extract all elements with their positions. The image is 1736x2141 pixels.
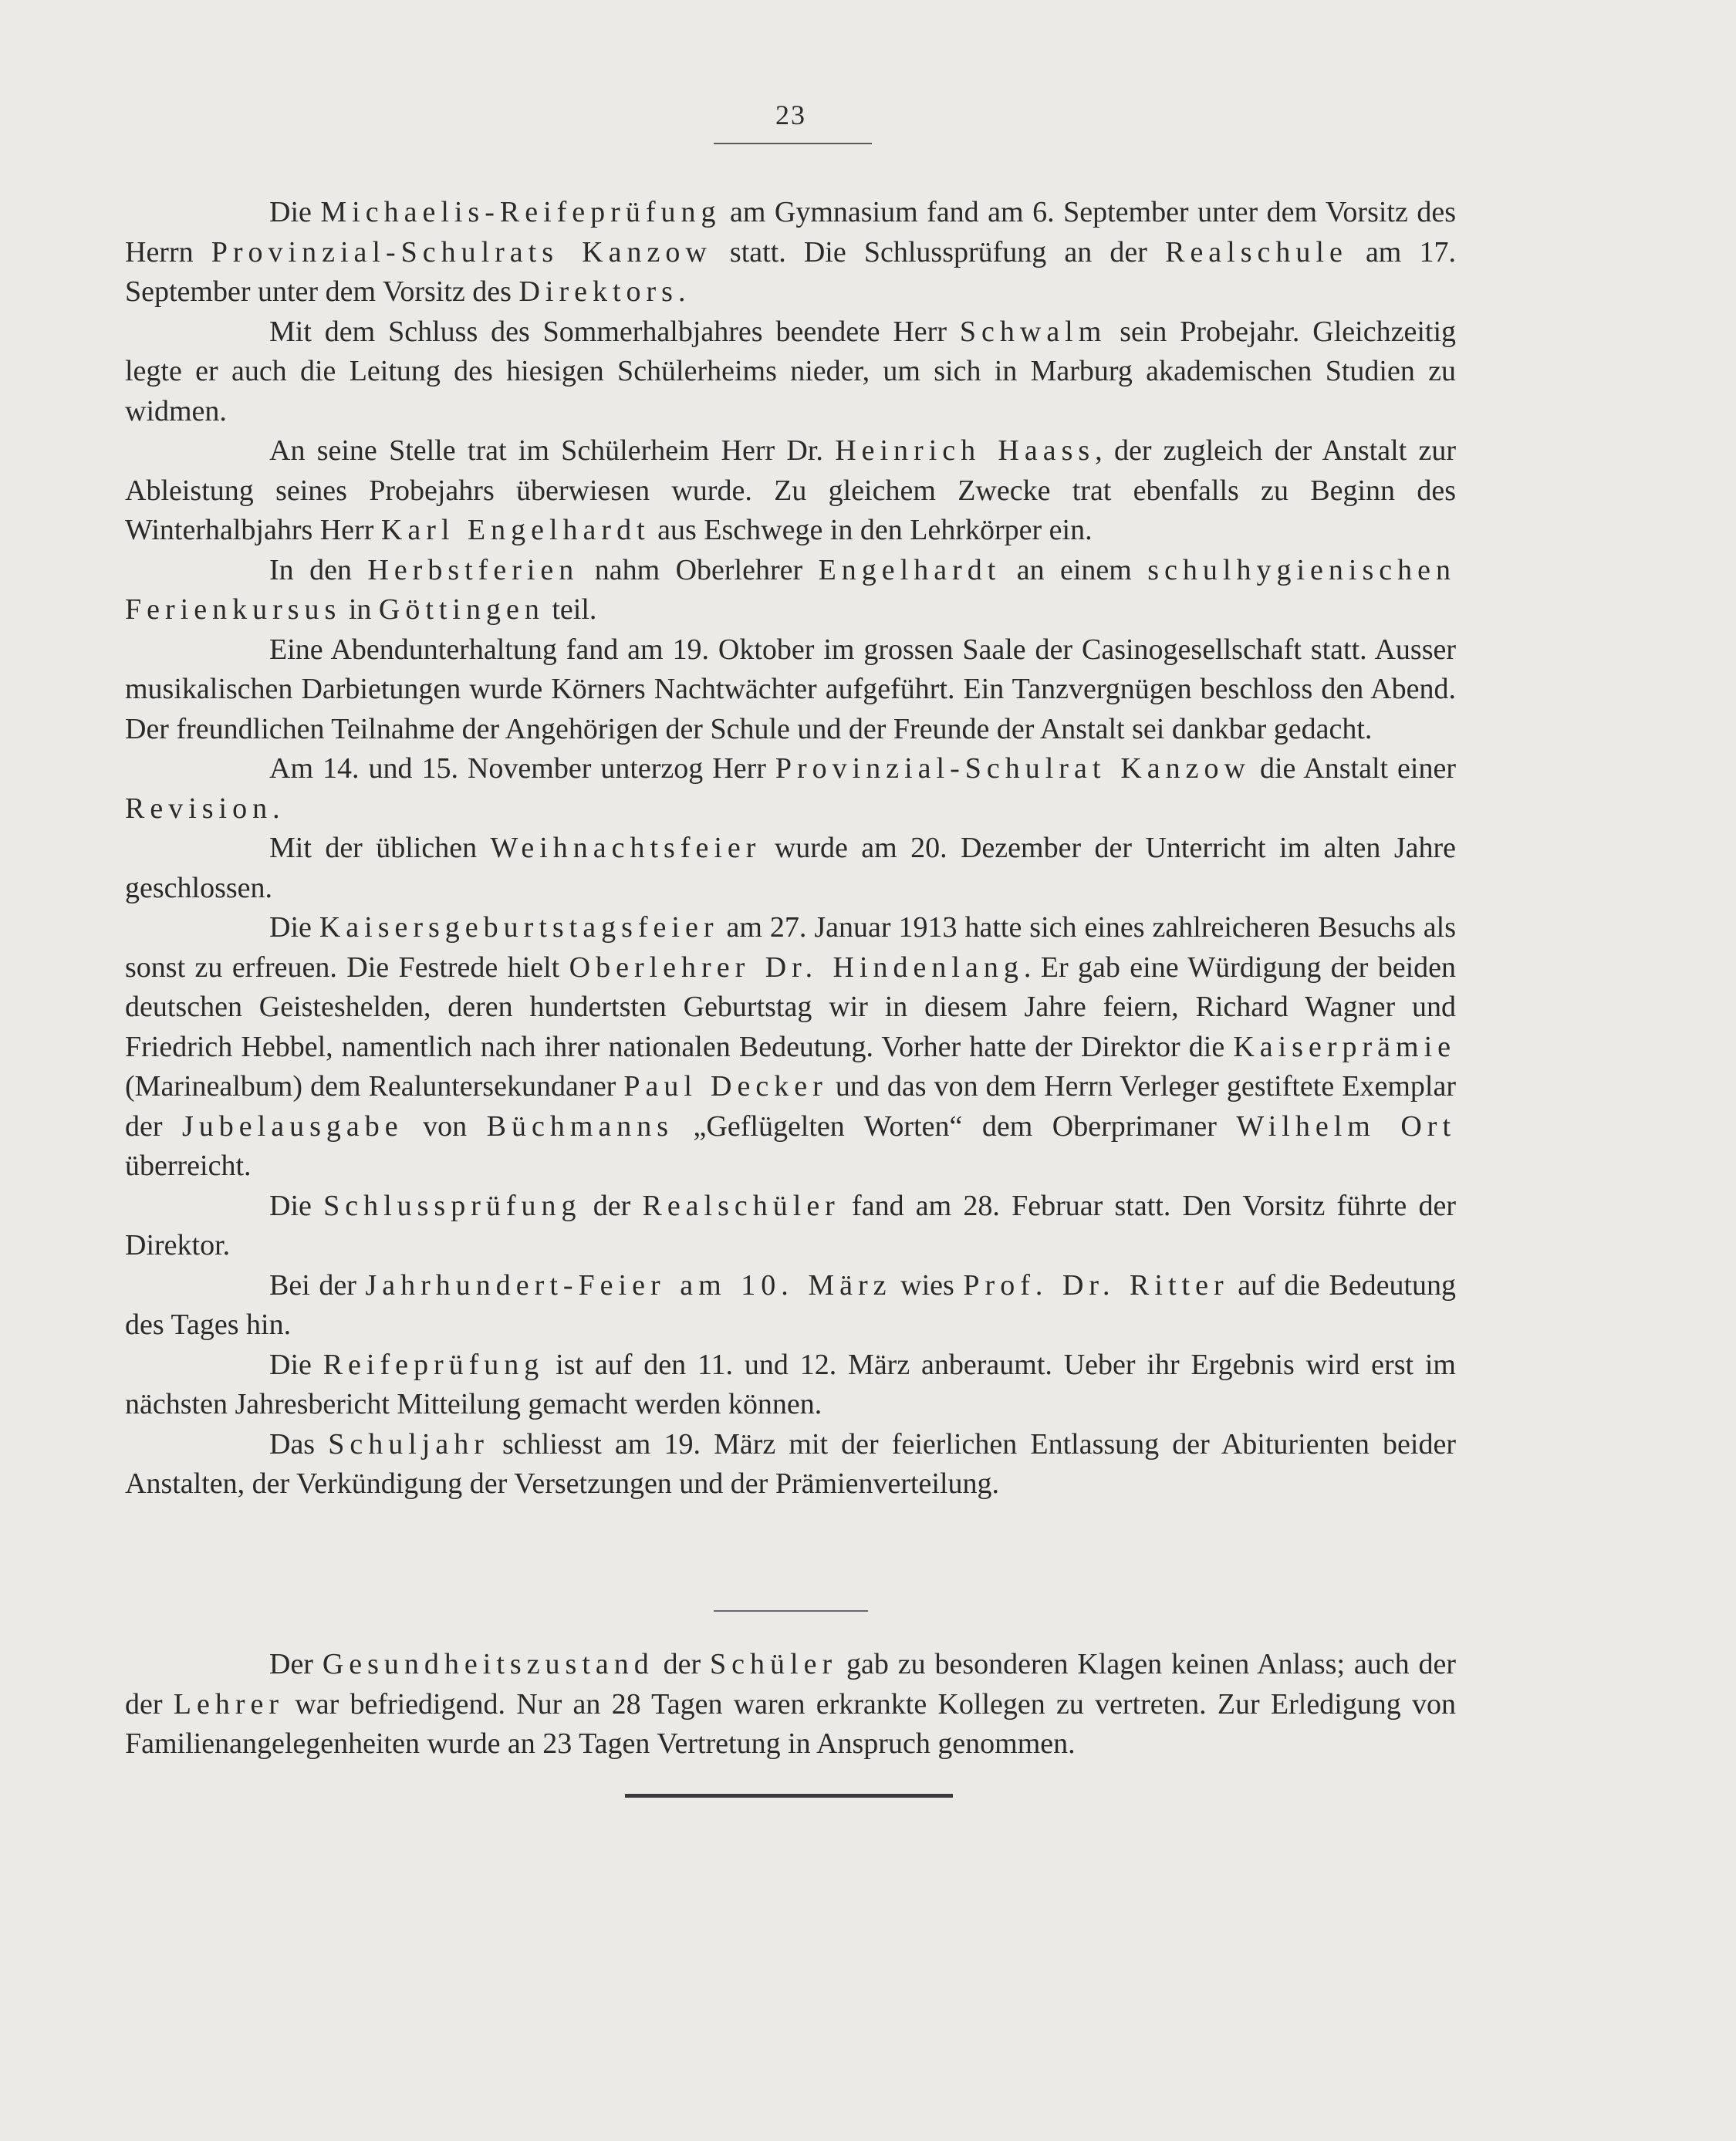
spaced-emphasis: Lehrer: [173, 1687, 285, 1721]
spaced-emphasis: Herbstferien: [367, 553, 579, 586]
text-run: , der zugleich der Anstalt zur Ableistung seines Probejahrs überwiesen wurde. Zu gleichem Zwecke trat ebenfalls zu Beginn des Winterhalbjahrs Herr: [125, 434, 1456, 546]
spaced-emphasis: Oberlehrer Dr. Hindenlang: [569, 951, 1024, 984]
paragraph-kaisersgeburtstag: [125, 908, 1456, 1187]
text-run: überreicht.: [125, 1150, 252, 1182]
text-run: sein Probejahr. Gleichzeitig legte er auch die Leitung des hiesigen Schülerheims nieder, um sich in Marburg akademischen Studien zu widmen.: [125, 315, 1457, 427]
text-run: und das von dem Herrn Verleger gestiftete Exemplar der: [125, 1070, 1456, 1143]
text-run: Der: [269, 1648, 323, 1680]
text-run: Die: [269, 1348, 323, 1381]
paragraph-schuljahr: [125, 1425, 1456, 1504]
text-run: an einem: [1001, 553, 1148, 586]
text-run: schliesst am 19. März mit der feierlichen Entlassung der Abiturienten beider Anstalten, der Verkündigung der Versetzungen und der Prämienverteilung.: [125, 1427, 1456, 1500]
text-run: der: [581, 1189, 643, 1222]
spaced-emphasis: Büchmanns: [486, 1109, 674, 1143]
paragraph-haass: [125, 431, 1456, 551]
spaced-emphasis: Reifeprüfung: [323, 1348, 545, 1381]
paragraph-gesundheitszustand: [125, 1645, 1456, 1764]
text-run: Das: [269, 1427, 329, 1461]
text-run: nahm Oberlehrer: [579, 553, 819, 586]
text-run: ist auf den 11. und 12. März anberaumt. Ueber ihr Ergebnis wird erst im nächsten Jahresbericht Mitteilung gemacht werden können.: [125, 1348, 1456, 1420]
paragraph-weihnachtsfeier: [125, 829, 1456, 908]
paragraph-herbstferien: [125, 551, 1456, 630]
text-run: wies: [891, 1268, 964, 1302]
text-run: aus Eschwege in den Lehrkörper ein.: [650, 514, 1093, 546]
paragraph-michaelis: [125, 193, 1456, 312]
paragraph-reifepruefung: [125, 1346, 1456, 1425]
text-run: der: [654, 1648, 711, 1680]
spaced-emphasis: Schlussprüfung: [323, 1189, 582, 1222]
text-run: teil.: [544, 593, 597, 626]
spaced-emphasis: Göttingen: [378, 593, 545, 626]
spaced-emphasis: Karl Engelhardt: [380, 514, 650, 546]
spaced-emphasis: Engelhardt: [818, 553, 1001, 586]
text-run: am Gymnasium fand am 6. September unter dem Vorsitz des Herrn: [125, 196, 1457, 268]
text-run: Mit dem Schluss des Sommerhalbjahres beendete Herr: [269, 315, 960, 348]
spaced-emphasis: Gesundheitszustand: [322, 1648, 654, 1680]
spaced-emphasis: Jubelausgabe: [182, 1109, 404, 1143]
spaced-emphasis: Revision: [125, 792, 273, 825]
text-run: in: [341, 593, 379, 626]
school-chronicle-text: [125, 193, 1456, 1504]
spaced-emphasis: Realschüler: [642, 1189, 840, 1222]
spaced-emphasis: Schuljahr: [328, 1427, 489, 1461]
text-run: .: [677, 275, 686, 308]
text-run: Die: [269, 196, 321, 228]
text-run: von: [403, 1109, 487, 1143]
text-run: In den: [269, 553, 368, 586]
spaced-emphasis: Jahrhundert-Feier am 10. März: [365, 1268, 892, 1302]
spaced-emphasis: Provinzial-Schulrats Kanzow: [211, 235, 712, 268]
text-run: „Geflügelten Worten“ dem Oberprimaner: [674, 1109, 1237, 1143]
paragraph-abendunterhaltung: [125, 630, 1456, 750]
section-divider: [714, 1610, 868, 1612]
text-run: Die: [269, 1189, 324, 1222]
text-run: fand am 28. Februar statt. Den Vorsitz führte der Direktor.: [125, 1189, 1456, 1261]
paragraph-jahrhundertfeier: [125, 1266, 1456, 1346]
paragraph-schlusspruefung: [125, 1187, 1456, 1266]
paragraph-revision: [125, 749, 1456, 829]
text-run: am 17. September unter dem Vorsitz des: [125, 235, 1456, 308]
spaced-emphasis: Schwalm: [959, 315, 1107, 348]
text-run: war befriedigend. Nur an 28 Tagen waren erkrankte Kollegen zu vertreten. Zur Erledigung von Familienangelegenheiten wurde an 23 Tagen Vertretung in Anspruch genommen.: [125, 1687, 1456, 1760]
spaced-emphasis: Schüler: [710, 1648, 838, 1680]
page-number-rule: [714, 143, 872, 144]
spaced-emphasis: Weihnachtsfeier: [490, 832, 762, 864]
spaced-emphasis: Provinzial-Schulrat Kanzow: [775, 752, 1251, 785]
text-run: gab zu besonderen Klagen keinen Anlass; auch der der: [125, 1648, 1456, 1721]
text-run: . Er gab eine Würdigung der beiden deutschen Geisteshelden, deren hundertsten Geburtstag wir in diesem Jahre feiern, Richard Wagner und Friedrich Hebbel, namentlich nach ihrer nationalen Bedeutung. Vorher hatte der Direktor die: [125, 951, 1456, 1063]
text-run: Eine Abendunterhaltung fand am 19. Oktober im grossen Saale der Casinogesellschaft statt. Ausser musikalischen Darbietungen wurde Körners Nachtwächter aufgeführt. Ein Tanzvergnügen beschloss den Abend. Der freundlichen Teilnahme der Angehörigen der Schule und der Freunde der Anstalt sei dankbar gedacht.: [125, 633, 1456, 745]
text-run: Bei der: [269, 1268, 366, 1302]
text-run: auf die Bedeutung des Tages hin.: [125, 1268, 1457, 1341]
text-run: statt. Die Schlussprüfung an der: [711, 235, 1166, 268]
text-run: (Marinealbum) dem Realuntersekundaner: [125, 1070, 624, 1103]
text-run: Die: [269, 911, 319, 944]
spaced-emphasis: Direktors: [518, 275, 678, 308]
spaced-emphasis: Wilhelm Ort: [1236, 1109, 1456, 1143]
end-rule: [625, 1794, 953, 1798]
text-run: .: [272, 792, 280, 825]
spaced-emphasis: Kaiserprämie: [1233, 1030, 1456, 1063]
text-run: wurde am 20. Dezember der Unterricht im alten Jahre geschlossen.: [125, 832, 1456, 904]
spaced-emphasis: Kaisersgeburtstagsfeier: [319, 911, 719, 944]
text-run: An seine Stelle trat im Schülerheim Herr Dr.: [269, 434, 836, 467]
spaced-emphasis: Prof. Dr. Ritter: [963, 1268, 1229, 1302]
spaced-emphasis: Michaelis-Reifeprüfung: [320, 196, 721, 228]
spaced-emphasis: Paul Decker: [623, 1070, 828, 1103]
text-run: die Anstalt einer: [1250, 752, 1456, 785]
health-report-text: [125, 1645, 1456, 1764]
spaced-emphasis: Heinrich Haass: [835, 434, 1096, 467]
page-number: 23: [775, 100, 806, 130]
spaced-emphasis: schulhygienischen Ferienkursus: [125, 553, 1456, 626]
spaced-emphasis: Realschule: [1165, 235, 1348, 268]
text-run: Am 14. und 15. November unterzog Herr: [269, 752, 775, 785]
text-run: Mit der üblichen: [269, 832, 491, 864]
text-run: am 27. Januar 1913 hatte sich eines zahlreicheren Besuchs als sonst zu erfreuen. Die Festrede hielt: [125, 911, 1456, 984]
paragraph-schwalm: [125, 312, 1456, 432]
